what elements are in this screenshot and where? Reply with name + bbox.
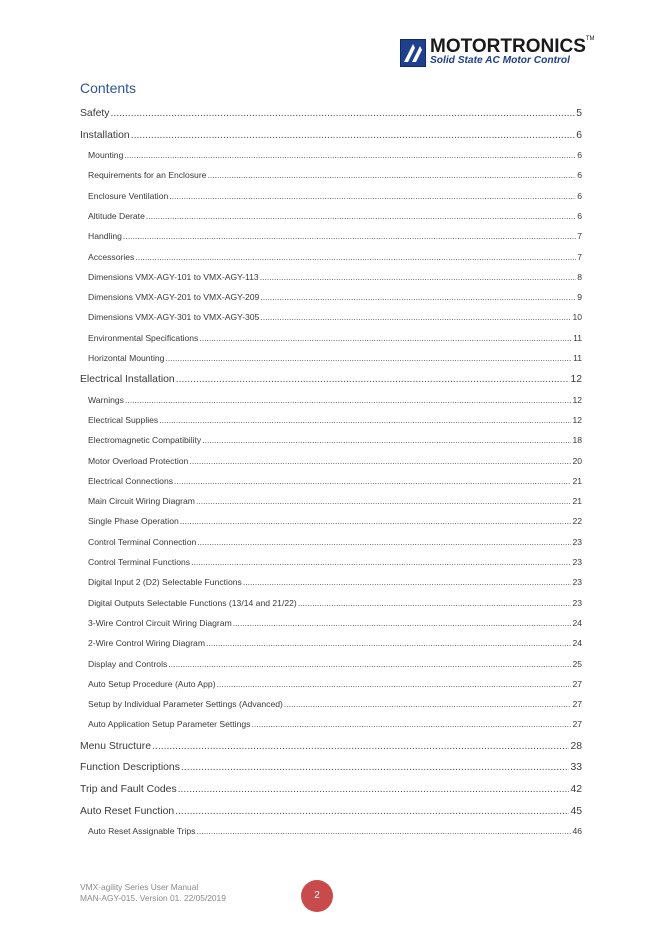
toc-subsection-entry[interactable]: [80, 456, 582, 466]
toc-entry-page: 33: [570, 762, 582, 774]
toc-subsection-entry[interactable]: [80, 312, 582, 322]
toc-section-entry[interactable]: [80, 130, 582, 141]
toc-entry-title: Auto Setup Procedure (Auto App): [88, 678, 216, 689]
toc-subsection-entry[interactable]: [80, 333, 582, 343]
toc-entry-title: Installation: [80, 129, 130, 141]
toc-entry-title: Mounting: [88, 150, 124, 160]
toc-entry-page: 18: [572, 435, 582, 446]
toc-entry-title: Control Terminal Connection: [88, 536, 197, 547]
toc-entry-page: 21: [572, 475, 582, 486]
toc-section-entry[interactable]: [80, 374, 582, 385]
toc-entry-title: Electrical Connections: [88, 475, 174, 486]
toc-subsection-entry[interactable]: [80, 537, 582, 547]
toc-dot-leader: [178, 784, 570, 795]
toc-subsection-entry[interactable]: [80, 150, 582, 160]
toc-dot-leader: [165, 353, 572, 363]
toc-entry-title: Digital Input 2 (D2) Selectable Functions: [88, 577, 242, 588]
toc-entry-page: 20: [572, 455, 582, 466]
toc-subsection-entry[interactable]: [80, 353, 582, 363]
toc-dot-leader: [197, 537, 571, 547]
brand-logo: [400, 36, 595, 68]
toc-dot-leader: [174, 476, 571, 486]
toc-entry-page: 22: [572, 516, 582, 527]
toc-entry-title: Auto Reset Function: [80, 805, 175, 817]
toc-dot-leader: [191, 557, 571, 567]
toc-entry-title: Auto Reset Assignable Trips: [88, 826, 196, 837]
toc-dot-leader: [124, 150, 576, 160]
toc-dot-leader: [251, 719, 571, 729]
toc-subsection-entry[interactable]: [80, 252, 582, 262]
toc-dot-leader: [135, 252, 576, 262]
toc-entry-title: Control Terminal Functions: [88, 557, 191, 567]
page-number-badge: 2: [301, 880, 333, 912]
toc-entry-title: Menu Structure: [80, 740, 152, 752]
toc-subsection-entry[interactable]: [80, 598, 582, 608]
toc-dot-leader: [159, 415, 571, 425]
toc-entry-page: 23: [572, 536, 582, 547]
toc-subsection-entry[interactable]: [80, 557, 582, 567]
toc-entry-page: 27: [572, 678, 582, 689]
motortronics-logo-icon: [400, 39, 426, 67]
toc-entry-page: 45: [570, 805, 582, 817]
toc-dot-leader: [168, 659, 571, 669]
toc-entry-title: Accessories: [88, 251, 135, 262]
toc-dot-leader: [175, 806, 569, 817]
toc-entry-page: 12: [572, 414, 582, 425]
brand-tagline: Solid State AC Motor Control: [430, 55, 570, 66]
toc-entry-page: 12: [572, 394, 582, 405]
toc-dot-leader: [189, 456, 571, 466]
toc-section-entry[interactable]: [80, 741, 582, 752]
toc-dot-leader: [206, 638, 571, 648]
toc-subsection-entry[interactable]: [80, 435, 582, 445]
toc-subsection-entry[interactable]: [80, 826, 582, 836]
toc-entry-page: 11: [573, 353, 582, 363]
toc-entry-title: Display and Controls: [88, 658, 168, 669]
brand-name: MOTORTRONICS™: [430, 36, 595, 57]
toc-section-entry[interactable]: [80, 108, 582, 119]
toc-dot-leader: [233, 618, 572, 628]
toc-subsection-entry[interactable]: [80, 679, 582, 689]
toc-subsection-entry[interactable]: [80, 659, 582, 669]
toc-entry-page: 5: [576, 108, 582, 119]
toc-dot-leader: [260, 292, 576, 302]
toc-entry-title: Environmental Specifications: [88, 332, 199, 343]
toc-subsection-entry[interactable]: [80, 577, 582, 587]
toc-entry-title: Trip and Fault Codes: [80, 784, 177, 796]
toc-dot-leader: [131, 130, 576, 141]
toc-entry-title: 3-Wire Control Circuit Wiring Diagram: [88, 617, 232, 628]
toc-entry-title: Electrical Supplies: [88, 414, 159, 425]
toc-entry-page: 23: [572, 577, 582, 588]
toc-entry-page: 6: [577, 190, 582, 201]
toc-dot-leader: [123, 231, 576, 241]
toc-entry-title: Electrical Installation: [80, 374, 175, 386]
contents-heading: Contents: [80, 80, 137, 96]
toc-dot-leader: [199, 333, 572, 343]
toc-entry-page: 6: [576, 129, 582, 141]
toc-entry-page: 46: [572, 826, 582, 837]
toc-subsection-entry[interactable]: [80, 292, 582, 302]
toc-subsection-entry[interactable]: [80, 699, 582, 709]
toc-dot-leader: [110, 108, 575, 119]
toc-entry-title: Enclosure Ventilation: [88, 190, 169, 201]
toc-entry-page: 24: [572, 638, 582, 649]
toc-dot-leader: [152, 741, 569, 752]
toc-entry-page: 10: [572, 312, 582, 323]
toc-entry-title: Safety: [80, 108, 110, 119]
toc-dot-leader: [146, 211, 576, 221]
toc-dot-leader: [176, 374, 570, 385]
toc-entry-page: 6: [577, 210, 582, 221]
toc-subsection-entry[interactable]: [80, 231, 582, 241]
toc-dot-leader: [125, 395, 571, 405]
toc-entry-page: 28: [570, 740, 582, 752]
toc-entry-page: 23: [572, 557, 582, 567]
toc-subsection-entry[interactable]: [80, 618, 582, 628]
toc-subsection-entry[interactable]: [80, 395, 582, 405]
toc-entry-page: 7: [577, 251, 582, 262]
toc-entry-page: 27: [572, 719, 582, 730]
toc-entry-page: 21: [572, 496, 582, 507]
footer-manual-title: VMX-agility Series User Manual: [80, 882, 199, 892]
toc-entry-page: 9: [577, 292, 582, 303]
toc-entry-page: 6: [577, 170, 582, 181]
toc-dot-leader: [260, 312, 571, 322]
toc-entry-page: 27: [572, 699, 582, 710]
toc-dot-leader: [217, 679, 572, 689]
toc-dot-leader: [169, 191, 576, 201]
toc-entry-title: Electromagnetic Compatibility: [88, 435, 202, 446]
toc-entry-title: Function Descriptions: [80, 762, 180, 774]
toc-dot-leader: [181, 762, 570, 773]
toc-dot-leader: [196, 496, 571, 506]
toc-dot-leader: [180, 516, 572, 526]
toc-entry-page: 8: [577, 271, 582, 282]
toc-entry-title: 2-Wire Control Wiring Diagram: [88, 638, 205, 649]
toc-entry-page: 12: [570, 374, 582, 386]
toc-dot-leader: [298, 598, 572, 608]
toc-subsection-entry[interactable]: [80, 272, 582, 282]
toc-dot-leader: [196, 826, 571, 836]
toc-entry-title: Setup by Individual Parameter Settings (Advanced): [88, 699, 283, 710]
toc-subsection-entry[interactable]: [80, 496, 582, 506]
toc-entry-title: Motor Overload Protection: [88, 455, 189, 466]
toc-entry-page: 24: [572, 617, 582, 628]
toc-subsection-entry[interactable]: [80, 638, 582, 648]
toc-entry-title: Requirements for an Enclosure: [88, 170, 207, 181]
toc-entry-title: Dimensions VMX-AGY-301 to VMX-AGY-305: [88, 312, 260, 323]
toc-section-entry[interactable]: [80, 806, 582, 817]
toc-entry-title: Altitude Derate: [88, 210, 145, 221]
toc-entry-title: Single Phase Operation: [88, 516, 179, 527]
toc-subsection-entry[interactable]: [80, 191, 582, 201]
toc-subsection-entry[interactable]: [80, 170, 582, 180]
toc-subsection-entry[interactable]: [80, 719, 582, 729]
toc-entry-title: Main Circuit Wiring Diagram: [88, 496, 195, 507]
toc-entry-page: 6: [577, 150, 582, 160]
toc-dot-leader: [207, 170, 576, 180]
toc-subsection-entry[interactable]: [80, 415, 582, 425]
toc-entry-page: 11: [573, 332, 582, 343]
toc-entry-title: Horizontal Mounting: [88, 353, 165, 363]
footer: [80, 882, 226, 904]
toc-entry-title: Warnings: [88, 394, 124, 405]
toc-dot-leader: [284, 699, 572, 709]
toc-subsection-entry[interactable]: [80, 516, 582, 526]
toc-entry-title: Dimensions VMX-AGY-101 to VMX-AGY-113: [88, 271, 259, 282]
toc-section-entry[interactable]: [80, 784, 582, 795]
toc-entry-page: 23: [572, 597, 582, 608]
toc-subsection-entry[interactable]: [80, 211, 582, 221]
toc-subsection-entry[interactable]: [80, 476, 582, 486]
toc-entry-title: Dimensions VMX-AGY-201 to VMX-AGY-209: [88, 292, 260, 303]
toc-dot-leader: [202, 435, 571, 445]
toc-entry-title: Digital Outputs Selectable Functions (13/14 and 21/22): [88, 597, 297, 608]
toc-entry-page: 42: [570, 784, 582, 796]
toc-dot-leader: [260, 272, 577, 282]
brand-trademark: TM: [585, 36, 595, 42]
toc-entry-page: 7: [577, 231, 582, 242]
toc-entry-title: Handling: [88, 231, 122, 242]
toc-entry-page: 25: [572, 658, 582, 669]
toc-entry-title: Auto Application Setup Parameter Settings: [88, 719, 251, 730]
footer-document-version: MAN-AGY-015. Version 01. 22/05/2019: [80, 893, 226, 903]
toc-section-entry[interactable]: [80, 762, 582, 773]
toc-dot-leader: [243, 577, 572, 587]
